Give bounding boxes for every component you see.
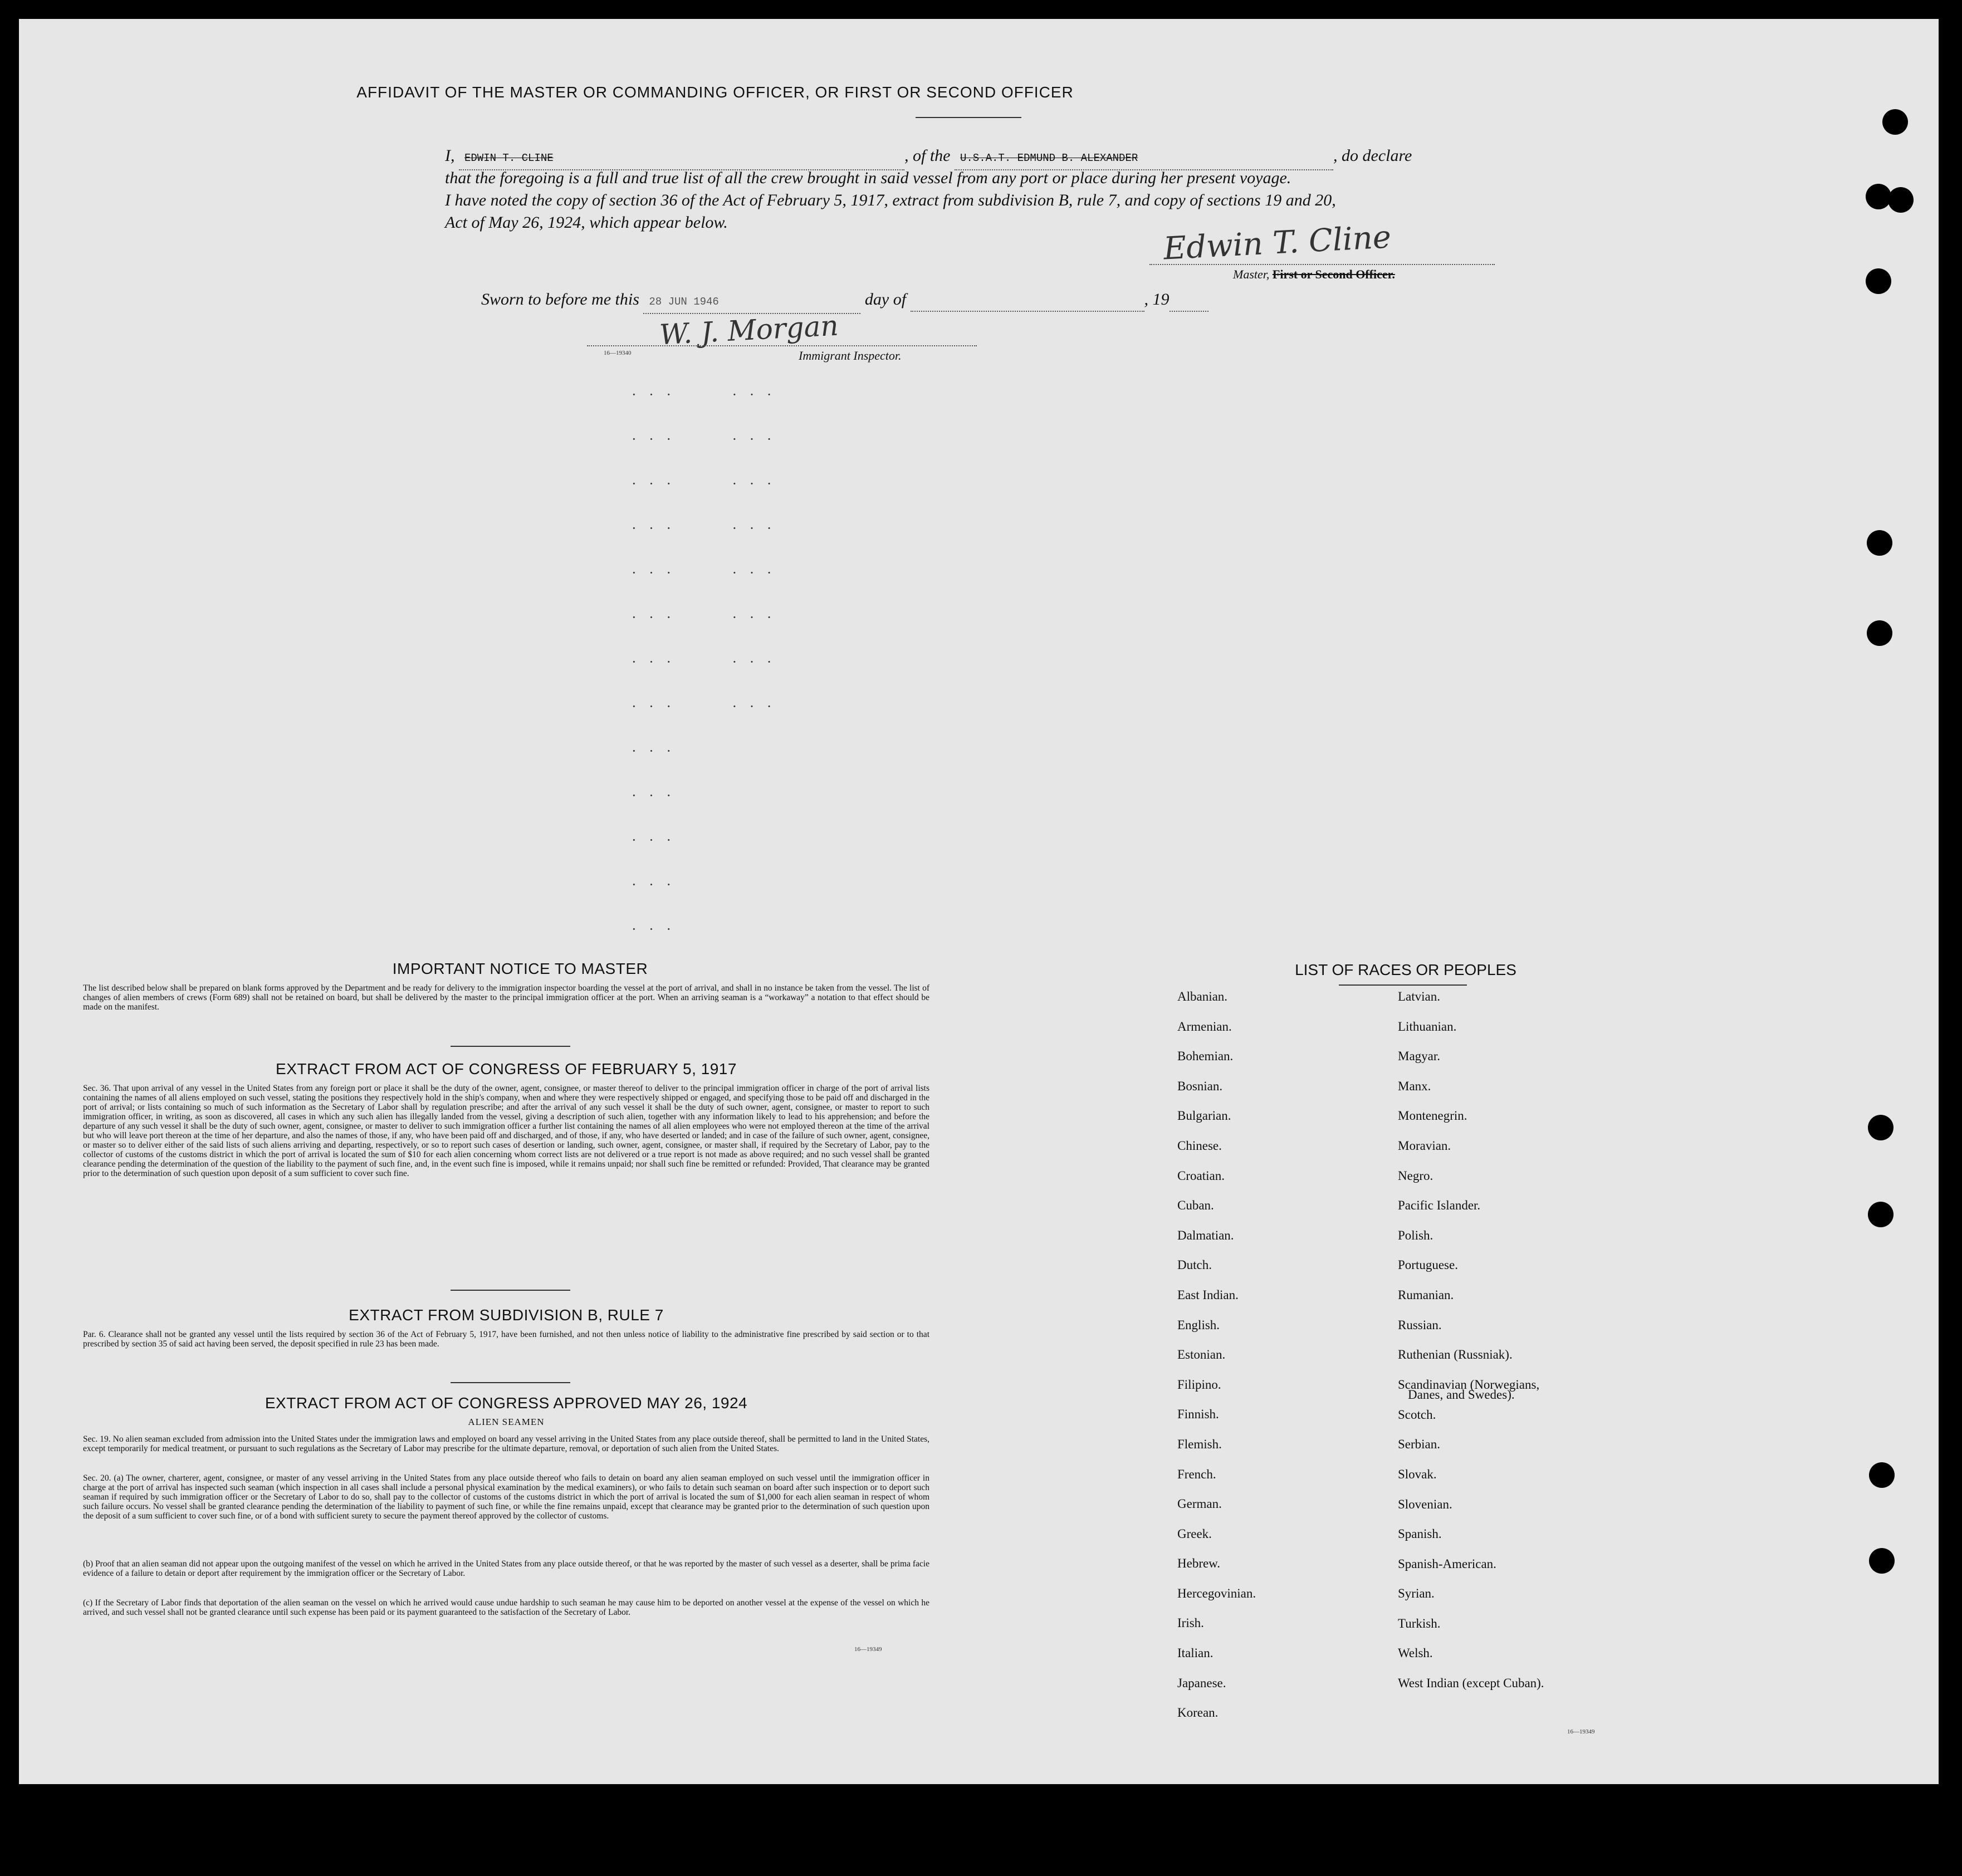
race-item: Serbian. (1398, 1437, 1441, 1452)
race-item: Slovenian. (1398, 1497, 1452, 1511)
race-item: Portuguese. (1398, 1258, 1458, 1272)
race-item: Irish. (1177, 1616, 1204, 1630)
declaration-i: I, (445, 146, 455, 165)
race-item: Rumanian. (1398, 1287, 1454, 1302)
sworn-date-stamp: 28 JUN 1946 (643, 291, 860, 314)
day-of-text: day of (864, 290, 907, 308)
race-item: Syrian. (1398, 1586, 1435, 1601)
punch-hole (1867, 620, 1892, 646)
bleed-dots: · · · (632, 832, 676, 848)
race-item: Turkish. (1398, 1616, 1441, 1630)
race-item: Spanish. (1398, 1527, 1442, 1541)
punch-hole (1882, 109, 1908, 135)
divider-1 (451, 1046, 570, 1047)
extract-1924-sec19: Sec. 19. No alien seaman excluded from admission into the United States under the immigration laws and employed on board any vessel arriving in the United States from any place outside thereof, shall be permitted to land in the United States, except temporarily for medical treatment, or pursuant to such regulations as the Secretary of Labor may prescribe for the ultimate departure, removal, or deportation of such alien from the United States. (83, 1434, 929, 1453)
rule7-heading: EXTRACT FROM SUBDIVISION B, RULE 7 (349, 1306, 664, 1324)
races-divider (1339, 984, 1467, 986)
race-item: Estonian. (1177, 1348, 1226, 1362)
race-item: Lithuanian. (1398, 1019, 1457, 1033)
day-of-blank (911, 288, 1144, 312)
race-item: Greek. (1177, 1526, 1212, 1541)
punch-hole (1868, 1202, 1893, 1227)
officer-label-struck: First or Second Officer. (1272, 267, 1395, 281)
form-number-top: 16—19340 (604, 350, 632, 356)
race-item: Finnish. (1177, 1407, 1219, 1422)
race-item: German. (1177, 1497, 1222, 1511)
race-item: Bosnian. (1177, 1079, 1223, 1093)
divider-2 (451, 1290, 570, 1291)
extract-1924-sec20c: (c) If the Secretary of Labor finds that deportation of the alien seaman on the vessel on which he arrived would cause undue hardship to such seaman he may cause him to be deported on another vessel at the expense of the vessel on which he arrived, and such vessel shall not be granted clearance until such expense has been paid or its payment guaranteed to the satisfaction of the Secretary of Labor. (83, 1598, 929, 1617)
inspector-signature-line (587, 345, 977, 346)
declaration-line-4: Act of May 26, 1924, which appear below. (445, 213, 728, 232)
bleed-dots: · · · · · · (632, 654, 776, 670)
bleed-dots: · · · · · · (632, 431, 776, 447)
race-item: Latvian. (1398, 990, 1440, 1003)
race-item: Welsh. (1398, 1646, 1433, 1661)
race-item: Cuban. (1177, 1198, 1214, 1213)
form-number-left: 16—19349 (854, 1646, 882, 1653)
races-column-2 (1398, 987, 1687, 1703)
race-item: Polish. (1398, 1228, 1433, 1242)
sworn-line (481, 288, 1317, 314)
race-item: Slovak. (1398, 1467, 1437, 1481)
declaration-do-declare: , do declare (1333, 146, 1412, 165)
race-item: Spanish-American. (1398, 1556, 1496, 1571)
bleed-dots: · · · (632, 876, 676, 893)
inspector-signature: W. J. Morgan (658, 309, 839, 351)
races-heading: LIST OF RACES OR PEOPLES (1295, 961, 1516, 978)
rule7-text: Par. 6. Clearance shall not be granted any vessel until the lists required by section 36 of the Act of February 5, 1917, have been furnished, and not then unless notice of liability to the administrative fine prescribed by said section or to that prescribed by section 35 of said act having been served, the deposit specified in rule 23 has been made. (83, 1330, 929, 1349)
race-item: Hercegovinian. (1177, 1586, 1256, 1600)
bleed-dots: · · · (632, 787, 676, 804)
race-item: Montenegrin. (1398, 1109, 1467, 1123)
master-label-block (1233, 267, 1395, 282)
alien-seamen-subheading: ALIEN SEAMEN (468, 1417, 545, 1427)
sworn-text: Sworn to before me this (481, 290, 639, 308)
punch-hole (1868, 1115, 1893, 1140)
punch-hole (1866, 268, 1891, 294)
signature-line (1149, 264, 1495, 265)
race-item: Danes, and Swedes). (1408, 1387, 1515, 1402)
notice-heading: IMPORTANT NOTICE TO MASTER (392, 960, 648, 977)
title-divider (916, 117, 1021, 118)
race-item: Albanian. (1177, 990, 1228, 1003)
bleed-dots: · · · · · · (632, 609, 776, 625)
extract-1924-sec20a: Sec. 20. (a) The owner, charterer, agent, consignee, or master of any vessel arriving in the United States from any place outside thereof who fails to detain on board any alien seaman employed on such vessel until the immigration officer in charge at the port of arrival has inspected such seaman (which inspection in all cases shall include a personal physical examination by the medical examiners), or who fails to detain such seaman on board after such inspection or to deport such seaman if required by such immigration officer or the Secretary of Labor to do so, shall pay to the collector of customs of the customs district in which the port of arrival is located the sum of $1,000 for each alien seaman in respect of whom such failure occurs. No vessel shall be granted clearance pending the determination of the liability to payment of such fine, or while the fine remains unpaid, except that clearance may be granted prior to the determination of such question upon the deposit of a sum sufficient to cover such fine, or of a bond with sufficient surety to secure the payment thereof approved by the collector of customs. (83, 1473, 929, 1521)
punch-hole (1867, 530, 1892, 556)
race-item: Flemish. (1177, 1437, 1222, 1451)
notice-text: The list described below shall be prepared on blank forms approved by the Department and be ready for delivery to the immigration inspector boarding the vessel at the port of arrival, and shall in no instance be taken from the vessel. The list of changes of alien members of crews (Form 689) shall not be retained on board, but shall be delivered by the master to the principal immigration officer at the port. When an arriving seaman is a “workaway” a notation to that effect should be made on the manifest. (83, 983, 929, 1012)
race-item: Scotch. (1398, 1407, 1436, 1422)
race-item: Magyar. (1398, 1049, 1441, 1064)
declaration-line-2: that the foregoing is a full and true list of all the crew brought in said vessel from any port or place during her present voyage. (445, 169, 1291, 187)
race-item: Filipino. (1177, 1377, 1221, 1392)
master-name-field: EDWIN T. CLINE (459, 147, 904, 170)
race-item: French. (1177, 1467, 1216, 1481)
race-item: Moravian. (1398, 1138, 1451, 1153)
document-sheet (19, 19, 1939, 1784)
bleed-dots: · · · · · · (632, 476, 776, 492)
race-item: English. (1177, 1317, 1220, 1332)
race-item: Croatian. (1177, 1168, 1225, 1183)
declaration-line-3: I have noted the copy of section 36 of the Act of February 5, 1917, extract from subdivision B, rule 7, and copy of sections 19 and 20, (445, 191, 1336, 209)
declaration-of-the: , of the (904, 146, 951, 165)
race-item: West Indian (except Cuban). (1398, 1676, 1544, 1691)
race-item: Bulgarian. (1177, 1109, 1231, 1123)
bleed-dots: · · · · · · (632, 386, 776, 403)
extract-1917-text: Sec. 36. That upon arrival of any vessel in the United States from any foreign port or place it shall be the duty of the owner, agent, consignee, or master thereof to deliver to the principal immigration officer in charge of the port of arrival lists containing the names of all aliens employed on such vessel, stating the positions they respectively hold in the ship's company, when and where they were respectively shipped or engaged, and specifying those to be paid off and discharged in the port of arrival; or lists containing so much of such information as the Secretary of Labor shall by regulation prescribe; and after the arrival of any such vessel it shall be the duty of such owner, agent, consignee, or master to report to such immigration officer, in writing, as soon as discovered, all cases in which any such alien has illegally landed from the vessel, giving a description of such alien, together with any information likely to lead to his apprehension; and before the departure of any such vessel it shall be the duty of such owner, agent, consignee, or master to deliver to such immigration officer a further list containing the names of all alien employees who were not employed thereon at the time of the arrival but who will leave port thereon at the time of her departure, and also the names of those, if any, who have been paid off and discharged, and of those, if any, who have deserted or landed; and in case of the failure of such owner, agent, consignee, or master so to deliver either of the said lists of such aliens arriving and departing, respectively, or so to report such cases of desertion or landing, such owner, agent, consignee, or master shall, if required by the Secretary of Labor, pay to the collector of customs of the customs district in which the port of arrival is located the sum of $10 for each alien concerning whom correct lists are not delivered or a true report is not made as above required; and no such vessel shall be granted clearance pending the determination of the question of the liability to the payment of such fine, and, in the event such fine is imposed, while it remains unpaid; nor shall such fine be remitted or refunded: Provided, That clearance may be granted prior to the determination of such question upon deposit of a sum sufficient to cover such fine. (83, 1084, 929, 1178)
race-item: Scandinavian (Norwegians, (1398, 1377, 1540, 1392)
race-item: Dalmatian. (1177, 1228, 1234, 1242)
master-label: Master, (1233, 267, 1270, 281)
race-item: Bohemian. (1177, 1049, 1234, 1064)
bleed-dots: · · · · · · (632, 520, 776, 536)
bleed-dots: · · · (632, 921, 676, 937)
race-item: Ruthenian (Russniak). (1398, 1348, 1513, 1362)
inspector-label: Immigrant Inspector. (799, 349, 902, 363)
race-item: Pacific Islander. (1398, 1198, 1481, 1213)
extract-1924-heading: EXTRACT FROM ACT OF CONGRESS APPROVED MAY 26, 1924 (265, 1394, 748, 1412)
year-prefix: , 19 (1144, 290, 1170, 308)
races-column-1 (1177, 987, 1389, 1733)
race-item: Negro. (1398, 1168, 1433, 1183)
affidavit-title: AFFIDAVIT OF THE MASTER OR COMMANDING OFFICER, OR FIRST OR SECOND OFFICER (356, 84, 1074, 101)
divider-3 (451, 1382, 570, 1383)
master-signature: Edwin T. Cline (1162, 219, 1392, 267)
bleed-dots: · · · (632, 743, 676, 759)
punch-hole (1869, 1548, 1895, 1574)
race-item: Japanese. (1177, 1676, 1226, 1690)
form-number-right: 16—19349 (1567, 1728, 1595, 1735)
race-item: Manx. (1398, 1079, 1431, 1093)
vessel-name-field: U.S.A.T. EDMUND B. ALEXANDER (955, 147, 1333, 170)
race-item: Russian. (1398, 1317, 1442, 1332)
extract-1924-sec20b: (b) Proof that an alien seaman did not appear upon the outgoing manifest of the vessel on which he arrived in the United States from any place outside thereof, or that he was reported by the master of such vessel as a deserter, shall be prima facie evidence of a failure to detain or deport after requirement by the immigration officer or the Secretary of Labor. (83, 1559, 929, 1578)
race-item: Armenian. (1177, 1019, 1232, 1033)
bleed-dots: · · · · · · (632, 565, 776, 581)
bleed-dots: · · · · · · (632, 698, 776, 714)
race-item: Dutch. (1177, 1258, 1212, 1272)
extract-1917-heading: EXTRACT FROM ACT OF CONGRESS OF FEBRUARY 5, 1917 (276, 1060, 737, 1077)
race-item: Chinese. (1177, 1138, 1222, 1153)
race-item: Italian. (1177, 1646, 1214, 1661)
punch-hole (1869, 1462, 1895, 1488)
race-item: Korean. (1177, 1706, 1219, 1720)
punch-hole (1888, 187, 1914, 213)
punch-hole (1866, 184, 1891, 209)
race-item: East Indian. (1177, 1287, 1239, 1302)
race-item: Hebrew. (1177, 1556, 1221, 1571)
year-blank (1170, 288, 1208, 312)
